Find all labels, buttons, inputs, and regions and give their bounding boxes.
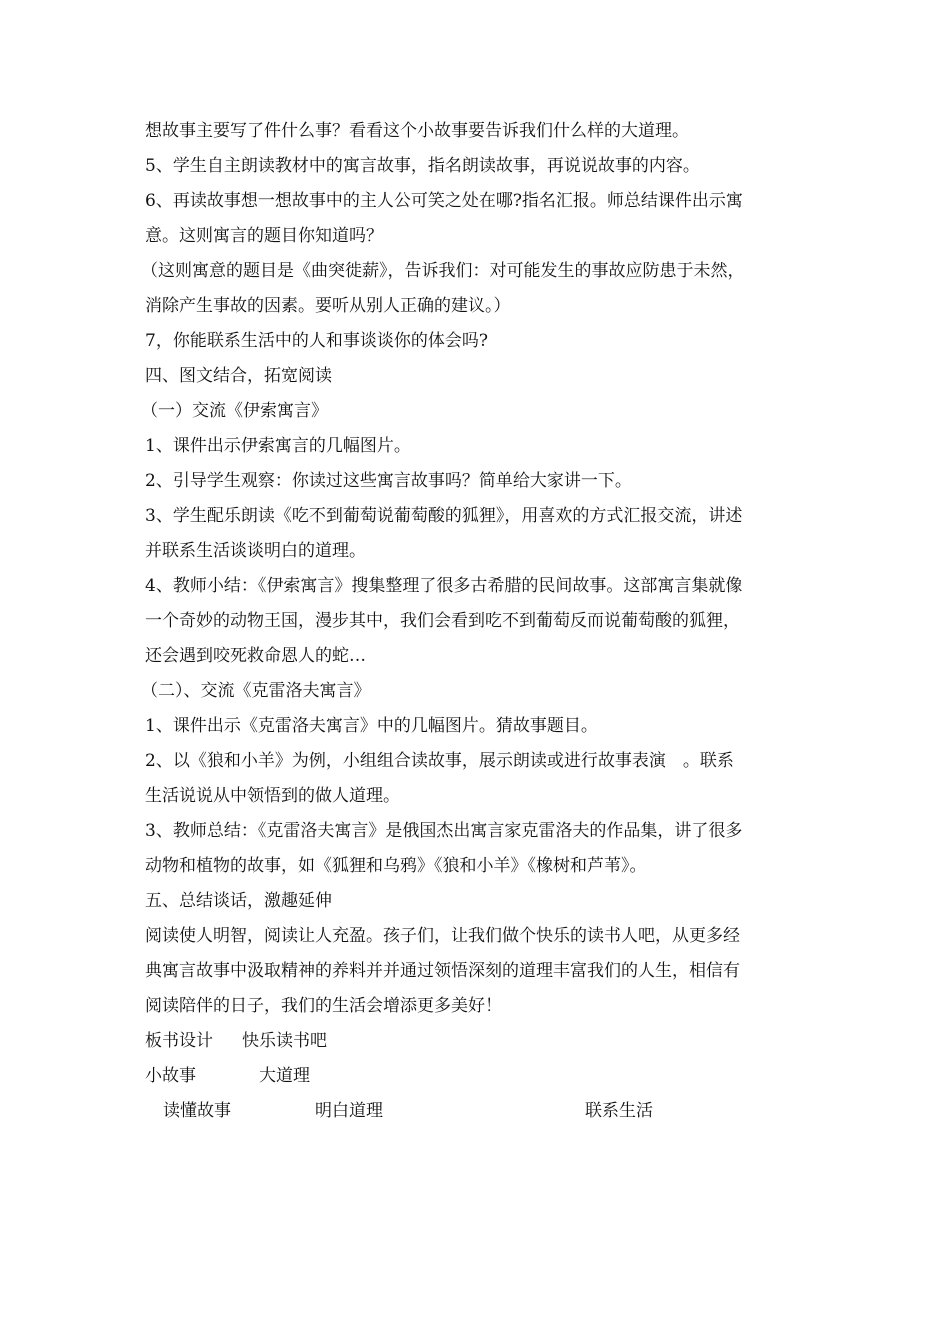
board-cell: 小故事: [145, 1066, 196, 1086]
text-line: 5、学生自主朗读教材中的寓言故事，指名朗读故事，再说说故事的内容。: [145, 156, 700, 176]
text-line: 2、引导学生观察：你读过这些寓言故事吗？简单给大家讲一下。: [145, 471, 632, 491]
text-line: 并联系生活谈谈明白的道理。: [145, 541, 366, 561]
text-line: 阅读陪伴的日子，我们的生活会增添更多美好！: [145, 996, 502, 1016]
text-line: 6、再读故事想一想故事中的主人公可笑之处在哪?指名汇报。师总结课件出示寓: [145, 191, 743, 211]
section-heading: 五、总结谈话，激趣延伸: [145, 891, 332, 911]
text-line: 一个奇妙的动物王国，漫步其中，我们会看到吃不到葡萄反而说葡萄酸的狐狸，: [145, 611, 740, 631]
board-design-heading: 快乐读书吧: [242, 1031, 327, 1051]
text-line: 7，你能联系生活中的人和事谈谈你的体会吗?: [145, 331, 488, 351]
document-page: [141, 117, 810, 1132]
board-cell: 大道理: [259, 1066, 310, 1086]
text-line: （这则寓意的题目是《曲突徙薪》，告诉我们：对可能发生的事故应防患于未然，: [141, 261, 745, 281]
section-heading: 四、图文结合，拓宽阅读: [145, 366, 332, 386]
text-line: 3、学生配乐朗读《吃不到葡萄说葡萄酸的狐狸》，用喜欢的方式汇报交流，讲述: [145, 506, 743, 526]
board-cell: 联系生活: [585, 1101, 653, 1121]
text-line: 想故事主要写了件什么事？看看这个小故事要告诉我们什么样的大道理。: [145, 121, 689, 141]
subsection-heading: （二）、交流《克雷洛夫寓言》: [141, 681, 371, 701]
text-line: 典寓言故事中汲取精神的养料并并通过领悟深刻的道理丰富我们的人生，相信有: [145, 961, 740, 981]
document-body: [141, 117, 810, 1021]
text-line: 1、课件出示《克雷洛夫寓言》中的几幅图片。猜故事题目。: [145, 716, 598, 736]
text-line: 消除产生事故的因素。要听从别人正确的建议。）: [145, 296, 511, 316]
text-line: 3、教师总结：《克雷洛夫寓言》是俄国杰出寓言家克雷洛夫的作品集，讲了很多: [145, 821, 743, 841]
board-design-row-2: [145, 1097, 810, 1126]
text-line: 意。这则寓言的题目你知道吗？: [145, 226, 383, 246]
subsection-heading: （一）交流《伊索寓言》: [141, 401, 328, 421]
board-design-row-1: [145, 1062, 810, 1091]
text-line: 还会遇到咬死救命恩人的蛇…: [145, 646, 366, 666]
board-cell: 明白道理: [315, 1101, 383, 1121]
text-line: 1、课件出示伊索寓言的几幅图片。: [145, 436, 411, 456]
text-line: 生活说说从中领悟到的做人道理。: [145, 786, 400, 806]
text-line: 4、教师小结：《伊索寓言》搜集整理了很多古希腊的民间故事。这部寓言集就像: [145, 576, 743, 596]
text-line: 阅读使人明智，阅读让人充盈。孩子们，让我们做个快乐的读书人吧，从更多经: [145, 926, 740, 946]
board-design-label: 板书设计: [145, 1031, 213, 1051]
board-cell: 读懂故事: [163, 1101, 231, 1121]
board-design-title: [145, 1027, 810, 1056]
text-line: 2、以《狼和小羊》为例，小组组合读故事，展示朗读或进行故事表演 。联系: [145, 751, 734, 771]
text-line: 动物和植物的故事，如《狐狸和乌鸦》《狼和小羊》《橡树和芦苇》。: [145, 856, 647, 876]
